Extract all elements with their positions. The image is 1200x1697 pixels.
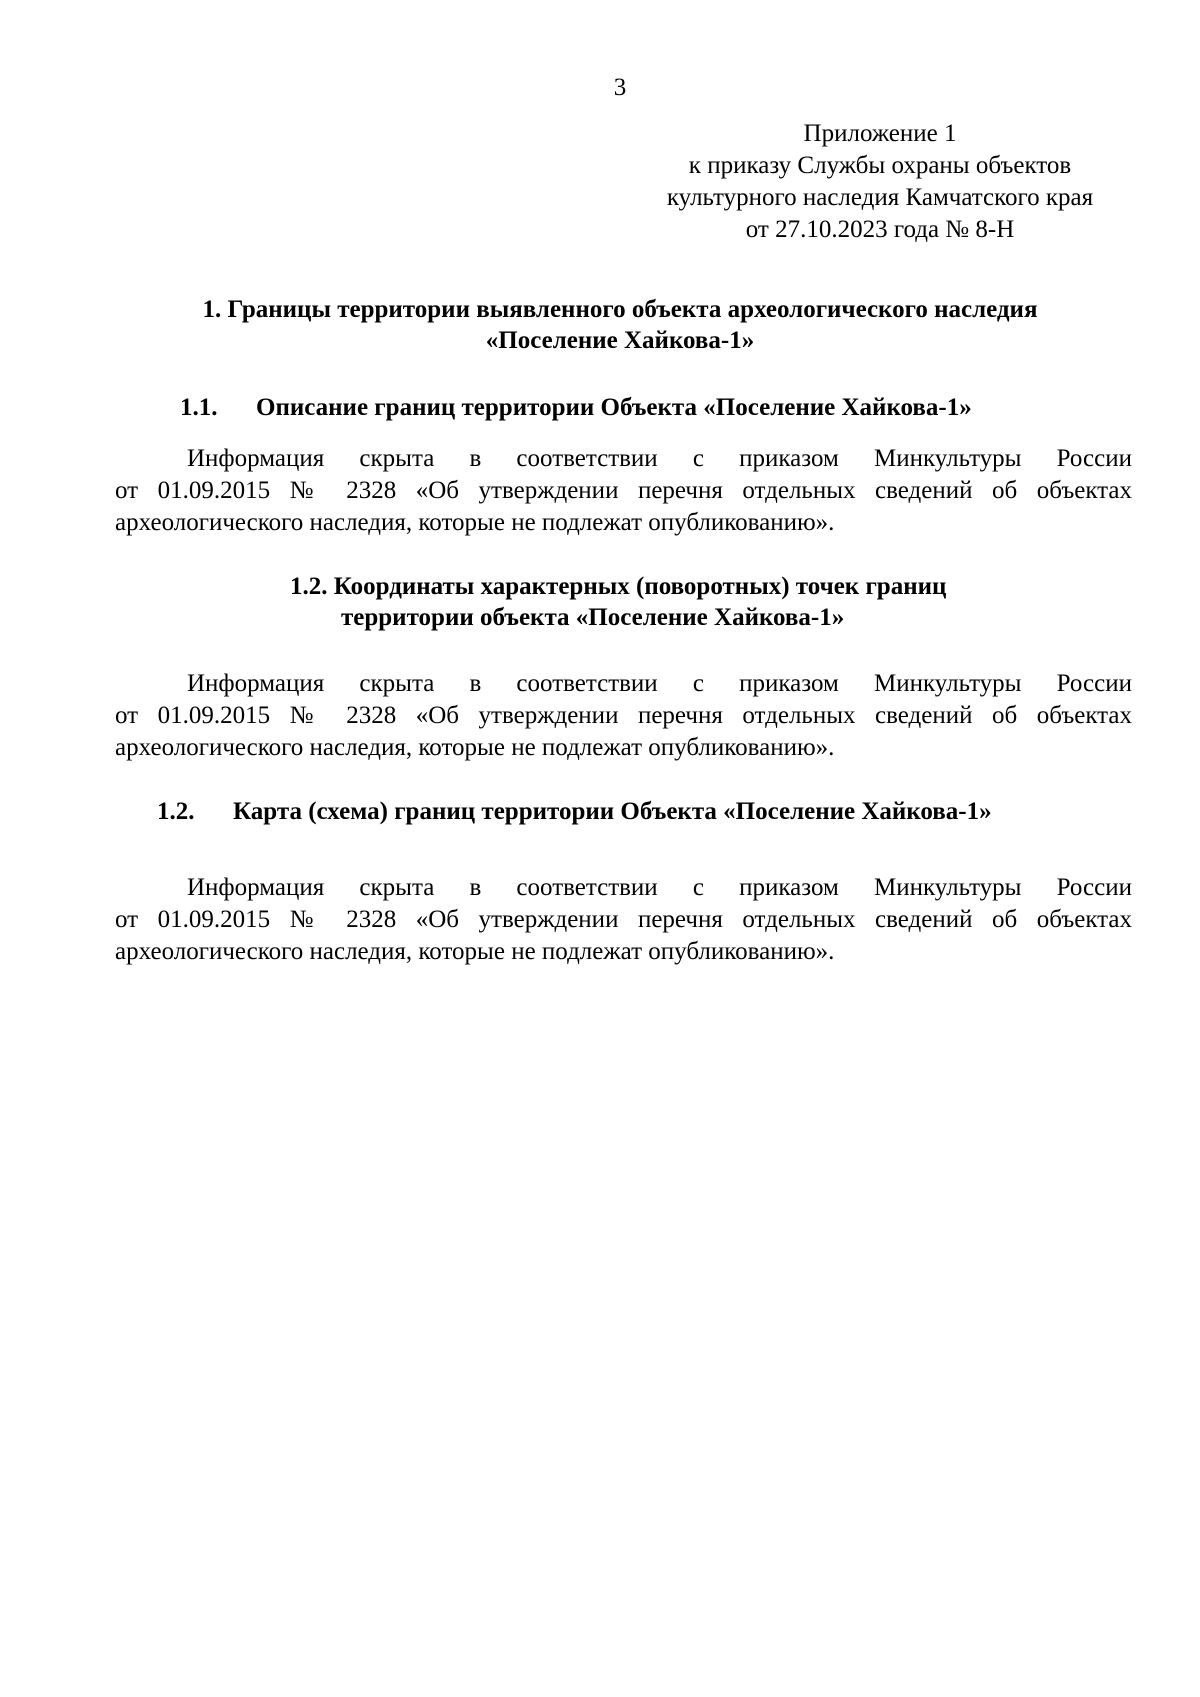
subsection-1-2-coordinates-title-line2: территории объекта «Поселение Хайкова-1» [341, 604, 845, 631]
section-1-title-line1: 1. Границы территории выявленного объекта археологического наследия [202, 296, 1038, 323]
paragraph-line: археологического наследия, которые не подлежат опубликованию». [115, 938, 835, 965]
paragraph-line: от 01.09.2015 № 2328 «Об утверждении перечня отдельных сведений об объектах [115, 702, 1132, 729]
paragraph-line: от 01.09.2015 № 2328 «Об утверждении перечня отдельных сведений об объектах [115, 477, 1132, 504]
subsection-1-2-coordinates-heading [290, 571, 1110, 633]
section-1-title [0, 294, 1200, 356]
paragraph-line: Информация скрыта в соответствии с приказом Минкультуры России [187, 670, 1132, 697]
subsection-1-2-map-heading [157, 796, 992, 827]
appendix-order-line: к приказу Службы охраны объектов [688, 152, 1072, 179]
paragraph-line: археологического наследия, которые не подлежат опубликованию». [115, 509, 835, 536]
subsection-1-1-number: 1.1. [180, 394, 218, 421]
subsection-1-2-coordinates-paragraph [115, 668, 1132, 764]
subsection-1-2-coordinates-title-line1: 1.2. Координаты характерных (поворотных) точек границ [290, 573, 947, 600]
subsection-1-2-map-number: 1.2. [157, 798, 195, 825]
appendix-date-line: от 27.10.2023 года № 8-Н [745, 216, 1015, 243]
appendix-title: Приложение 1 [803, 120, 957, 147]
subsection-1-1-heading [180, 392, 972, 423]
subsection-1-1-title: Описание границ территории Объекта «Поселение Хайкова-1» [256, 394, 972, 421]
paragraph-line: от 01.09.2015 № 2328 «Об утверждении перечня отдельных сведений об объектах [115, 906, 1132, 933]
subsection-1-1-paragraph [115, 443, 1132, 539]
subsection-1-2-map-paragraph [115, 872, 1132, 968]
appendix-authority-line: культурного наследия Камчатского края [666, 184, 1094, 211]
appendix-block [560, 118, 1200, 246]
section-1-title-line2: «Поселение Хайкова-1» [485, 327, 755, 354]
paragraph-line: археологического наследия, которые не подлежат опубликованию». [115, 734, 835, 761]
paragraph-line: Информация скрыта в соответствии с приказом Минкультуры России [187, 445, 1132, 472]
page-number: 3 [613, 74, 627, 101]
subsection-1-2-map-title: Карта (схема) границ территории Объекта «Поселение Хайкова-1» [233, 798, 992, 825]
paragraph-line: Информация скрыта в соответствии с приказом Минкультуры России [187, 874, 1132, 901]
